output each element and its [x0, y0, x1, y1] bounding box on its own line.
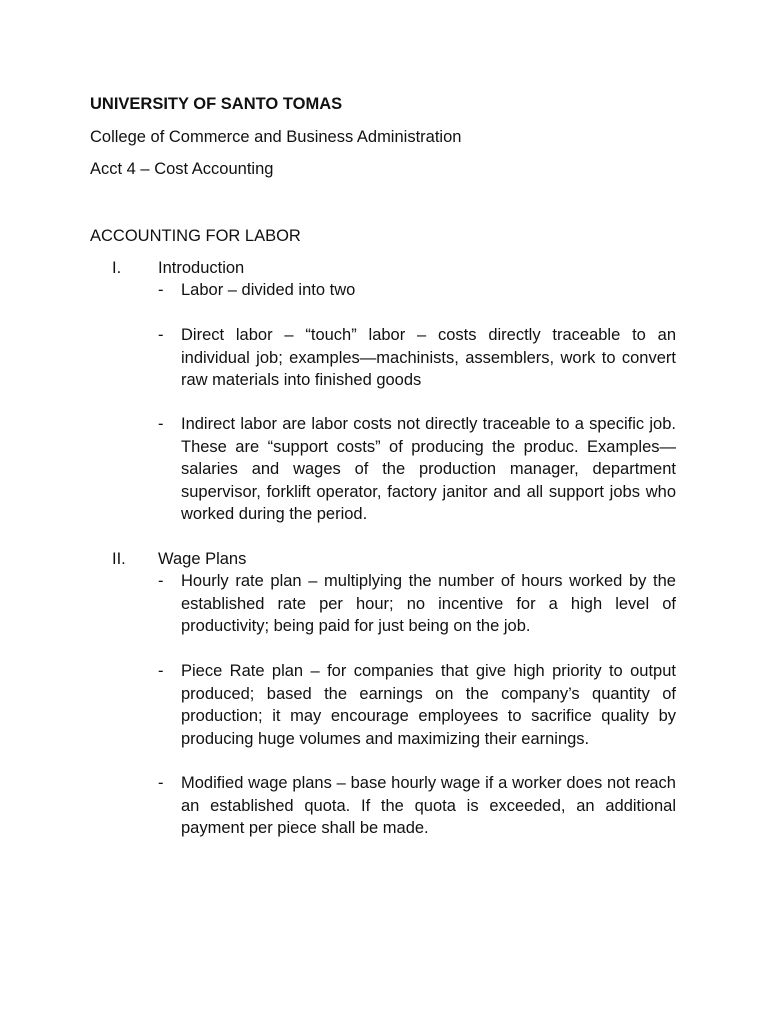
bullet-text: Piece Rate plan – for companies that give high priority to output produced; based the earnings on the company’s quantity of production; it may encourage employees to sacrifice quality by producing huge volumes and maximizing their earnings.: [181, 662, 676, 748]
bullet-text: Indirect labor are labor costs not directly traceable to a specific job. These are “support costs” of producing the produc. Examples—salaries and wages of the production manager, department supervisor, forklift operator, factory janitor and all support jobs who worked during the period.: [181, 415, 676, 524]
university-name: UNIVERSITY OF SANTO TOMAS: [90, 95, 343, 113]
document-title: ACCOUNTING FOR LABOR: [90, 227, 301, 245]
dash-marker: -: [158, 281, 164, 299]
dash-marker: -: [158, 415, 164, 433]
section-number: II.: [112, 550, 126, 568]
bullet-item: [158, 413, 676, 526]
bullet-item: [158, 279, 676, 302]
bullet-item: [158, 660, 676, 750]
section-number: I.: [112, 259, 122, 277]
bullet-item: [158, 772, 676, 840]
bullet-text: Modified wage plans – base hourly wage if a worker does not reach an established quota. If the quota is exceeded, an additional payment per piece shall be made.: [181, 774, 676, 838]
dash-marker: -: [158, 662, 164, 680]
course-name: Acct 4 – Cost Accounting: [90, 160, 274, 178]
bullet-text: Hourly rate plan – multiplying the number of hours worked by the established rate per hour; no incentive for a high level of productivity; being paid for just being on the job.: [181, 572, 676, 636]
dash-marker: -: [158, 572, 164, 590]
bullet-item: [158, 324, 676, 392]
college-name: College of Commerce and Business Administration: [90, 128, 462, 146]
dash-marker: -: [158, 326, 164, 344]
section-title: Introduction: [158, 259, 245, 277]
bullet-text: Labor – divided into two: [181, 281, 356, 299]
section-title: Wage Plans: [158, 550, 247, 568]
dash-marker: -: [158, 774, 164, 792]
bullet-text: Direct labor – “touch” labor – costs directly traceable to an individual job; examples—machinists, assemblers, work to convert raw materials into finished goods: [181, 326, 676, 390]
bullet-item: [158, 570, 676, 638]
